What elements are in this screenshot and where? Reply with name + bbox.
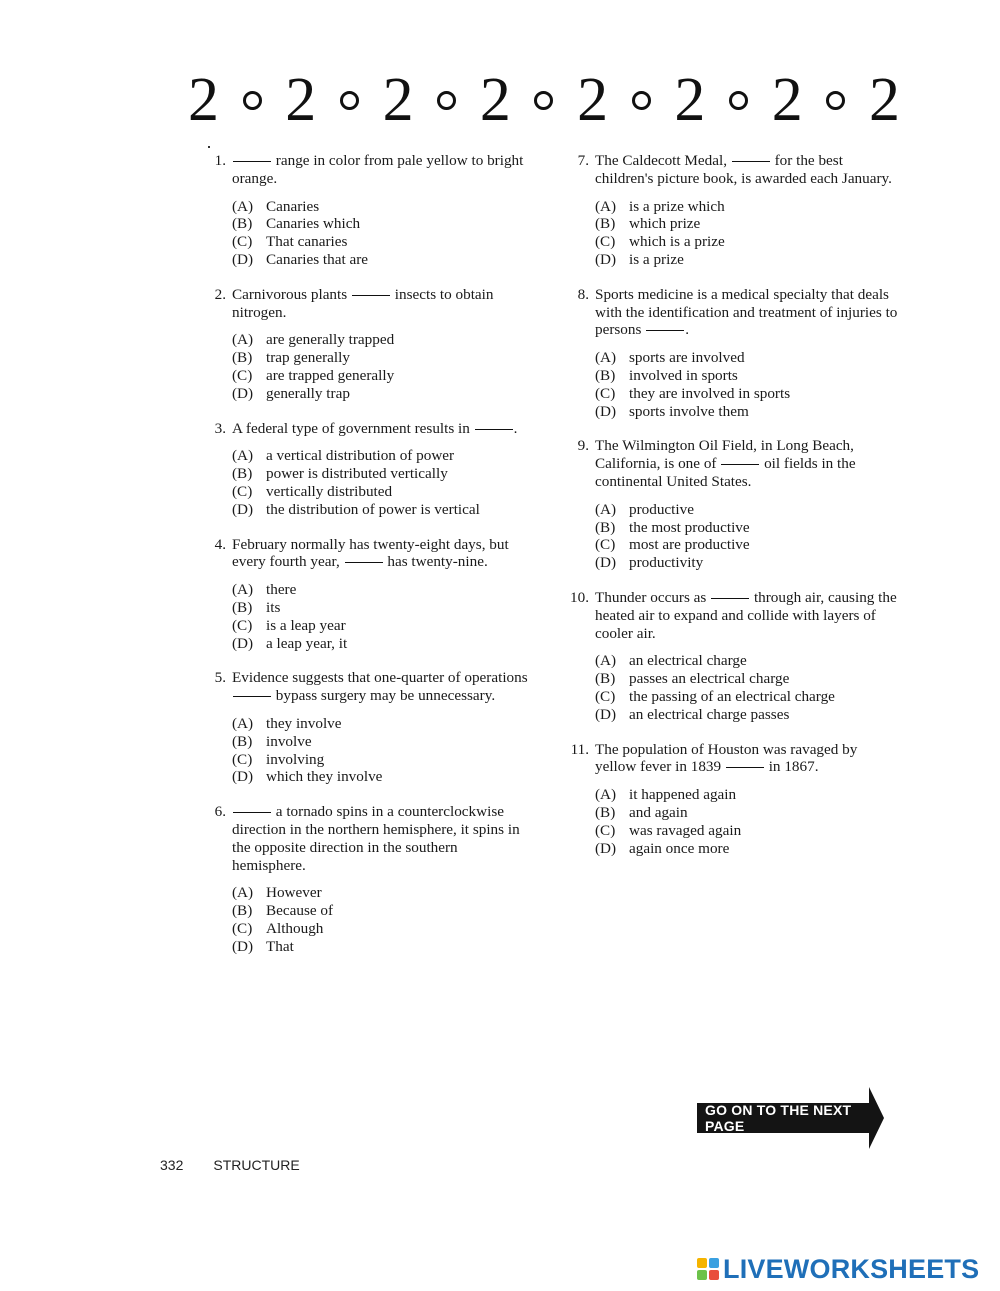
option-letter: (B) [595, 215, 616, 233]
question-number: 8. [577, 285, 589, 303]
brand-watermark [697, 1254, 979, 1284]
answer-option[interactable] [232, 715, 530, 733]
option-text: are trapped generally [266, 366, 395, 384]
question-stem [232, 803, 530, 874]
question-stem [595, 286, 898, 339]
question-number: 10. [570, 588, 589, 606]
option-text: However [266, 884, 322, 902]
answer-option[interactable] [595, 385, 898, 403]
option-text: productivity [629, 554, 704, 572]
answer-option[interactable] [595, 519, 898, 537]
section-name: STRUCTURE [213, 1157, 300, 1173]
speck [208, 146, 210, 148]
question-item [200, 152, 530, 269]
option-letter: (A) [232, 581, 254, 599]
answer-blank [732, 160, 770, 162]
answer-blank [711, 597, 749, 599]
circle-icon [632, 91, 651, 110]
option-letter: (A) [232, 714, 254, 732]
answer-option[interactable] [232, 733, 530, 751]
answer-option[interactable] [595, 652, 898, 670]
answer-option[interactable] [232, 233, 530, 251]
answer-option[interactable] [595, 501, 898, 519]
question-number: 2. [214, 285, 226, 303]
option-letter: (A) [232, 447, 254, 465]
option-text: involve [266, 732, 312, 750]
option-text: the most productive [629, 518, 750, 536]
circle-icon [437, 91, 456, 110]
answer-option[interactable] [232, 251, 530, 269]
answer-options [232, 447, 530, 518]
answer-option[interactable] [232, 884, 530, 902]
answer-option[interactable] [232, 768, 530, 786]
option-letter: (B) [232, 215, 253, 233]
question-column-left [200, 152, 530, 972]
question-item [200, 536, 530, 653]
circle-icon [243, 91, 262, 110]
option-text: it happened again [629, 786, 737, 804]
option-text: Canaries [266, 197, 320, 215]
option-letter: (B) [232, 732, 253, 750]
stem-text-after: oil fields in the continental United States. [595, 455, 856, 490]
go-on-next-page-badge [697, 1087, 887, 1149]
option-letter: (A) [595, 786, 617, 804]
question-number: 7. [577, 152, 589, 169]
option-letter: (D) [595, 554, 617, 572]
option-letter: (B) [595, 366, 616, 384]
section-number: 2 [868, 66, 900, 134]
option-letter: (B) [232, 902, 253, 920]
answer-options [232, 198, 530, 269]
answer-option[interactable] [232, 938, 530, 956]
option-letter: (C) [595, 536, 616, 554]
answer-option[interactable] [232, 617, 530, 635]
option-letter: (C) [232, 616, 253, 634]
answer-option[interactable] [595, 403, 898, 421]
option-text: an electrical charge passes [629, 705, 790, 723]
question-item [200, 803, 530, 955]
answer-blank [233, 811, 271, 813]
answer-options [595, 198, 898, 269]
answer-options [595, 786, 898, 857]
question-stem [232, 286, 530, 322]
option-letter: (C) [595, 384, 616, 402]
option-text: Canaries that are [266, 250, 369, 268]
stem-text-before: Evidence suggests that one-quarter of operations [232, 669, 528, 687]
question-number: 1. [214, 152, 226, 169]
answer-options [595, 349, 898, 420]
question-item [563, 286, 898, 421]
option-text: most are productive [629, 536, 750, 554]
answer-options [232, 715, 530, 786]
stem-text-after: . [685, 321, 689, 339]
option-text: they are involved in sports [629, 384, 791, 402]
stem-text-after: through air, causing the heated air to expand and collide with layers of cooler air. [595, 588, 897, 642]
answer-option[interactable] [595, 706, 898, 724]
question-stem [232, 669, 530, 705]
answer-blank [721, 463, 759, 465]
option-letter: (D) [232, 768, 254, 786]
option-letter: (A) [232, 884, 254, 902]
stem-text-after: a tornado spins in a counterclockwise direction in the northern hemisphere, it spins in the opposite direction in the southern hemisphere. [232, 803, 520, 874]
question-item [563, 152, 898, 269]
option-letter: (C) [232, 750, 253, 768]
option-letter: (D) [595, 705, 617, 723]
stem-text-before: The population of Houston was ravaged by yellow fever in 1839 [595, 740, 858, 776]
answer-option[interactable] [232, 349, 530, 367]
option-letter: (A) [595, 197, 617, 215]
question-number: 3. [214, 419, 226, 437]
option-letter: (C) [232, 482, 253, 500]
answer-options [232, 331, 530, 402]
stem-text-before: The Caldecott Medal, [595, 152, 731, 169]
option-letter: (A) [232, 197, 254, 215]
answer-options [595, 501, 898, 572]
option-letter: (D) [232, 384, 254, 402]
option-letter: (D) [232, 500, 254, 518]
answer-option[interactable] [232, 331, 530, 349]
answer-options [232, 581, 530, 652]
option-letter: (D) [232, 634, 254, 652]
answer-option[interactable] [595, 822, 898, 840]
option-letter: (B) [595, 670, 616, 688]
option-text: trap generally [266, 349, 350, 367]
answer-option[interactable] [232, 599, 530, 617]
option-text: productive [629, 500, 694, 518]
answer-option[interactable] [232, 483, 530, 501]
answer-blank [352, 294, 390, 296]
answer-option[interactable] [595, 670, 898, 688]
option-text: That canaries [266, 233, 348, 251]
answer-blank [646, 329, 684, 331]
option-text: sports are involved [629, 349, 745, 367]
option-text: is a leap year [266, 616, 346, 634]
stem-text-after: insects to obtain nitrogen. [232, 285, 494, 321]
liveworksheets-logo-icon [697, 1258, 719, 1280]
option-text: an electrical charge [629, 652, 747, 670]
answer-blank [475, 428, 513, 430]
answer-option[interactable] [595, 251, 898, 269]
option-text: which they involve [266, 768, 383, 786]
option-text: sports involve them [629, 402, 749, 420]
option-letter: (C) [595, 687, 616, 705]
stem-text-after: range in color from pale yellow to bright orange. [232, 152, 524, 187]
question-stem [595, 437, 898, 490]
stem-text-after: for the best children's picture book, is awarded each January. [595, 152, 892, 187]
option-letter: (C) [595, 233, 616, 251]
answer-blank [233, 695, 271, 697]
question-item [563, 589, 898, 724]
question-number: 9. [577, 437, 589, 455]
page-footer [160, 1157, 300, 1173]
question-item [200, 286, 530, 403]
answer-blank [726, 766, 764, 768]
option-letter: (A) [595, 500, 617, 518]
section-number: 2 [479, 66, 511, 134]
section-number: 2 [577, 66, 609, 134]
option-text: passes an electrical charge [629, 670, 790, 688]
option-text: involving [266, 750, 325, 768]
answer-options [595, 652, 898, 723]
answer-option[interactable] [232, 902, 530, 920]
arrow-right-icon [865, 1087, 885, 1149]
answer-blank [345, 561, 383, 563]
option-letter: (B) [595, 803, 616, 821]
question-item [563, 437, 898, 572]
answer-option[interactable] [595, 536, 898, 554]
answer-option[interactable] [232, 635, 530, 653]
option-letter: (A) [595, 349, 617, 367]
option-text: involved in sports [629, 366, 738, 384]
section-number: 2 [771, 66, 803, 134]
answer-option[interactable] [595, 198, 898, 216]
question-number: 5. [214, 669, 226, 687]
option-text: which prize [629, 215, 701, 233]
answer-option[interactable] [232, 385, 530, 403]
option-text: the passing of an electrical charge [629, 687, 835, 705]
option-letter: (A) [595, 652, 617, 670]
option-letter: (D) [595, 402, 617, 420]
option-letter: (B) [232, 349, 253, 367]
question-item [563, 741, 898, 858]
circle-icon [826, 91, 845, 110]
answer-option[interactable] [595, 786, 898, 804]
question-stem [595, 152, 898, 188]
option-text: a vertical distribution of power [266, 447, 455, 465]
question-number: 6. [214, 803, 226, 821]
answer-option[interactable] [232, 367, 530, 385]
option-letter: (B) [232, 465, 253, 483]
option-text: a leap year, it [266, 634, 348, 652]
option-letter: (C) [232, 919, 253, 937]
stem-text-after: bypass surgery may be unnecessary. [272, 687, 496, 705]
option-text: its [266, 598, 281, 616]
circle-icon [534, 91, 553, 110]
section-header [188, 68, 900, 132]
question-stem [595, 589, 898, 642]
question-item [200, 669, 530, 786]
answer-option[interactable] [232, 581, 530, 599]
option-letter: (A) [232, 331, 254, 349]
answer-option[interactable] [595, 215, 898, 233]
answer-options [232, 884, 530, 955]
stem-text-after: has twenty-nine. [383, 553, 488, 571]
question-number: 4. [214, 535, 226, 553]
question-number: 11. [570, 740, 589, 758]
stem-text-after: in 1867. [764, 758, 819, 776]
go-on-label: GO ON TO THE NEXT PAGE [697, 1103, 869, 1133]
stem-text-before: A federal type of government results in [232, 419, 474, 437]
option-text: they involve [266, 714, 342, 732]
question-stem [232, 420, 530, 438]
answer-option[interactable] [232, 215, 530, 233]
question-item [200, 420, 530, 519]
option-letter: (D) [232, 250, 254, 268]
option-letter: (C) [595, 821, 616, 839]
option-text: is a prize which [629, 197, 725, 215]
option-letter: (B) [595, 518, 616, 536]
question-column-right [563, 152, 898, 874]
stem-text-before: The Wilmington Oil Field, in Long Beach, California, is one of [595, 437, 854, 473]
question-stem [232, 536, 530, 572]
option-text: again once more [629, 839, 730, 857]
option-text: generally trap [266, 384, 350, 402]
answer-option[interactable] [595, 367, 898, 385]
answer-option[interactable] [232, 920, 530, 938]
answer-option[interactable] [232, 447, 530, 465]
option-text: the distribution of power is vertical [266, 500, 480, 518]
stem-text-before: Thunder occurs as [595, 588, 711, 606]
option-text: Canaries which [266, 215, 361, 233]
section-number: 2 [674, 66, 706, 134]
option-text: Because of [266, 902, 334, 920]
page-number: 332 [160, 1157, 184, 1173]
option-text: are generally trapped [266, 331, 395, 349]
option-text: there [266, 581, 297, 599]
stem-text-before: Sports medicine is a medical specialty that deals with the identification and treatment of injuries to persons [595, 285, 898, 339]
answer-option[interactable] [595, 349, 898, 367]
question-stem [595, 741, 898, 777]
stem-text-before: February normally has twenty-eight days, but every fourth year, [232, 535, 509, 571]
option-letter: (B) [232, 598, 253, 616]
brand-name: LIVEWORKSHEETS [723, 1253, 980, 1284]
answer-option[interactable] [595, 554, 898, 572]
option-text: That [266, 937, 294, 955]
section-number: 2 [188, 66, 219, 134]
option-text: was ravaged again [629, 821, 742, 839]
option-text: Although [266, 919, 324, 937]
option-letter: (C) [232, 366, 253, 384]
answer-option[interactable] [232, 501, 530, 519]
option-text: power is distributed vertically [266, 465, 448, 483]
answer-blank [233, 160, 271, 162]
answer-option[interactable] [595, 840, 898, 858]
option-letter: (D) [595, 839, 617, 857]
answer-option[interactable] [595, 804, 898, 822]
answer-option[interactable] [232, 465, 530, 483]
option-letter: (C) [232, 233, 253, 251]
answer-option[interactable] [595, 233, 898, 251]
section-number: 2 [285, 66, 317, 134]
option-letter: (D) [232, 937, 254, 955]
question-stem [232, 152, 530, 188]
answer-option[interactable] [595, 688, 898, 706]
option-text: vertically distributed [266, 482, 393, 500]
option-text: and again [629, 803, 688, 821]
option-text: is a prize [629, 250, 684, 268]
answer-option[interactable] [232, 198, 530, 216]
option-text: which is a prize [629, 233, 725, 251]
stem-text-after: . [513, 419, 518, 437]
answer-option[interactable] [232, 751, 530, 769]
option-letter: (D) [595, 250, 617, 268]
section-number: 2 [382, 66, 414, 134]
circle-icon [340, 91, 359, 110]
circle-icon [729, 91, 748, 110]
stem-text-before: Carnivorous plants [232, 285, 351, 303]
